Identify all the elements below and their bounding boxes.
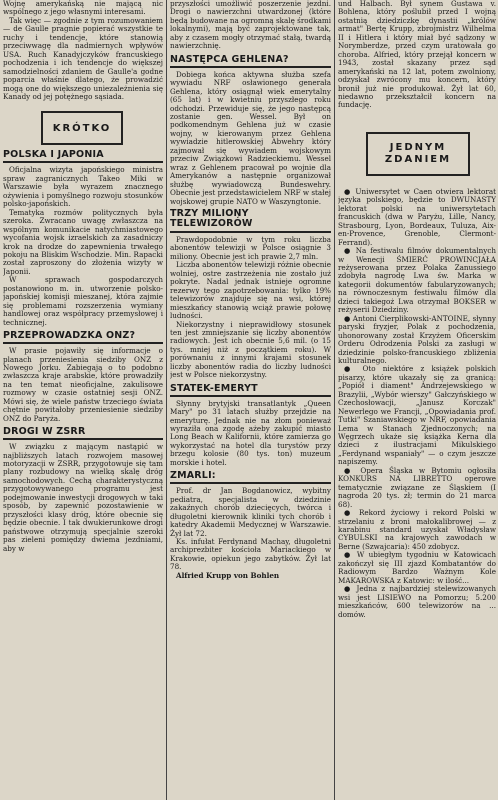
article-paragraph: Oficjalna wizyta japońskiego ministra spraw zagranicznych Takeo Miki w Warszawie była wyrazem znacznego ożywienia i pomyślnego rozwoju stosunków polsko-japońskich. <box>3 165 163 209</box>
article-paragraph: przyszłości umożliwić poszerzenie jezdni. Drogi o nawierzchni utwardzonej (które będą budowane na ogromną skalę środkami lokalnymi), mają być zaprojektowane tak, aby z czasem mogły otrzymać stałą, twardą nawierzchnię. <box>170 0 331 51</box>
headline-polska-japonia: POLSKA I JAPONIA <box>3 149 163 163</box>
headline-statek-emeryt: STATEK-EMERYT <box>170 383 331 397</box>
column-rule <box>334 0 335 800</box>
article-paragraph: Alfried Krupp von Bohlen <box>176 570 280 580</box>
headline-drogi-zsrr: DROGI W ZSRR <box>3 426 163 440</box>
section-title: KRÓTKO <box>52 122 112 134</box>
headline-line: TRZY MILIONY <box>170 207 249 219</box>
news-item: ● Oto niektóre z książek polskich pisarzy, które ukazały się za granicą: „Popiół i diament" Andrzejewskiego w Brazylii, „Wybór wierszy" Gałczyńskiego w Czechosłowacji, „Janusz Korczak" Newerlego we Francji, „Opowiadania prof. Tutki" Szaniawskiego w NRF, opowiadania Lema w Stanach Zjednoczonych; na Węgrzech ukaże się książka Kerna dla dzieci z ilustracjami Mikulskiego „Ferdynand wspaniały" — o czym jeszcze napiszemy. <box>338 364 496 467</box>
section-title-line: JEDNYM <box>389 141 447 153</box>
news-item: ● Rekord życiowy i rekord Polski w strzelaniu z broni małokalibrowej — z karabinu standard uzyskał Władysław CYBULSKI na krajowych zawodach w Berne (Szwajcaria): 450 zdobycz. <box>338 508 496 551</box>
headline-trzy-miliony <box>170 209 331 233</box>
article-paragraph: Dobiega końca aktywna służba szefa wywiadu NRF osławionego generała Gehlena, który osiągnął wiek emerytalny (65 lat) i w kwietniu przyszłego roku odchodzi. Przewiduje się, że jego następcą zostanie gen. Wessel. Był on podkomendnym Gehlena już w czasie wojny, w kierowanym przez Gehlena wywiadzie hitlerowskiej Abwehry który zajmował się wywiadem wojskowym przeciw Związkowi Radzieckiemu. Wessel wraz z Gehlenem pracował po wojnie dla Amerykanów a następnie organizował służbę wywiadowczą Bundeswehry. Obecnie jest przedstawicielem NRF w stałej wojskowej grupie NATO w Waszyngtonie. <box>170 69 331 206</box>
article-paragraph: W prasie pojawiły się informacje o planach przeniesienia siedziby ONZ z Nowego Jorku. Zabiegają o to podobno zwłaszcza kraje arabskie, które prowadziły na ten temat nieoficjalne, zakulisowe rozmowy w czasie ostatniej sesji ONZ. Mówi się, że wiele państw trzeciego świata chętnie powitałoby przeniesienie siedziby ONZ do Paryża. <box>3 346 163 423</box>
section-box-krotko <box>41 111 123 145</box>
article-paragraph: Prof. dr Jan Bogdanowicz, wybitny pediatra, specjalista w dziedzinie zakaźnych chorób dziecięcych, twórca i długoletni kierownik kliniki tych chorób i katedry Akademii Medycznej w Warszawie. Żył lat 72. <box>170 486 331 538</box>
section-box-jednym-zdaniem <box>366 132 470 176</box>
headline-przeprowadzka-onz: PRZEPROWADZKA ONZ? <box>3 330 163 344</box>
headline-zmarli: ZMARLI: <box>170 470 331 484</box>
article-paragraph: Prawdopodobnie w tym roku liczba abonentów telewizji w Polsce osiągnie 3 miliony. Obecnie jest ich prawie 2,7 mln. <box>170 234 331 261</box>
column-rule <box>166 0 167 800</box>
article-paragraph: und Halbach. Był synem Gustawa v. Bohlena, który poślubił przed I wojną ostatnią dziedziczkę dynastii „królów armat" Bertę Krupp, zbrojmistrz Wilhelma II i Hitlera i który miał być sądzony w Norymberdze, przed czym uratowała go choroba. Alfried, który przejął koncern w 1943, został skazany przez sąd amerykański na 12 lat, potem zwolniony, odzyskał zwrócony mu koncern, który bronił już nie produkował. Żył lat 60, niedawno przekształcił koncern na fundację. <box>338 0 496 110</box>
news-item: ● Uniwersytet w Caen otwiera lektorat języka polskiego, będzie to DWUNASTY lektorat polski na uniwersytetach francuskich (dwa w Paryżu, Lille, Nancy, Strasbourg, Lyon, Bordeaux, Tuluza, Aix-en-Provence, Grenoble, Clermont-Ferrand). <box>338 186 496 247</box>
article-paragraph: Wojnę amerykańską nie mającą nic wspólnego z jego własnymi interesami. <box>3 0 163 17</box>
article-paragraph: W związku z mającym nastąpić w najbliższych latach rozwojem masowej motoryzacji w ZSRR, przygotowuje się tam plany rozbudowy na wielką skalę dróg samochodowych. Cechą charakterystyczną przygotowywanego programu jest podejmowanie inwestycji drogowych w taki sposób, by zapewnić pozostawienie w przyszłości klasy dróg, które obecnie się będzie obecnie. I tak dwukierunkowe drogi państwowe otrzymują specjalnie szeroki pas zieleni pomiędzy dwiema jezdniami, aby w <box>3 442 163 553</box>
news-item: ● W ubiegłym tygodniu w Katowicach zakończył się III zjazd Kombatantów do Radiowym Bardzo Ważnym Kole MAKAROWSKA z Katowic: w ilość... <box>338 550 496 585</box>
headline-line: TELEWIZORÓW <box>170 218 253 230</box>
article-paragraph: Słynny brytyjski transatlantyk „Queen Mary" po 31 latach służby przejdzie na emeryturę. Jednak nie na złom ponieważ wyraziła ona zgodę ażeby zakupić miasto Long Beach w Kalifornii, które zamierza go wykorzystać na hotel dla turystów przy brzegu kolosie (80 tys. ton) muzeum morskie i hotel. <box>170 398 331 467</box>
column-left <box>3 0 163 800</box>
column-middle <box>170 0 331 800</box>
headline-nastepca-gehlena: NASTĘPCA GEHLENA? <box>170 54 331 68</box>
article-paragraph: Niekorzystny i nieprawidłowy stosunek ten jest zmniejszanie się liczby abonentów radiowych. Jest ich obecnie 5,6 mil. (o 15 tys. mniej niż z początkiem roku). W porównaniu z innymi krajami stosunek liczby abonentów radia do liczby ludności jest w Polsce niekorzystny. <box>170 319 331 380</box>
news-item: ● Jedna z najbardziej stelewizowanych wsi jest LISIEWO na Pomorzu; 5.200 mieszkańców, 600 telewizorów na ... domów. <box>338 584 496 619</box>
news-item: ● Antoni Cierplikowski-ANTOINE, słynny paryski fryzjer, Polak z pochodzenia, uhonorowany został Krzyżem Oficerskim Orderu Odrodzenia Polski za zasługi w dziedzinie polsko-francuskiego zbliżenia kulturalnego. <box>338 313 496 365</box>
news-item: ● Na festiwalu filmów dokumentalnych w Wenecji ŚMIERĆ PROWINCJAŁA reżyserowana przez Polaka Zanussiego zdobyła nagrodę Lwa św. Marka w kategorii dokumentów fabularyzowanych; na równoczesnym festiwalu filmów dla dzieci takiegoż Lwa otrzymał BOKSER w reżyserii Dziedziny. <box>338 246 496 315</box>
article-paragraph: W sprawach gospodarczych postanowiono m. in. utworzenie polsko-japońskiej komisji mieszanej, która zajmie się problemami rozszerzenia wymiany handlowej oraz współpracy przemysłowej i technicznej. <box>3 275 163 327</box>
news-item: ● Opera Śląska w Bytomiu ogłosiła KONKURS NA LIBRETTO operowe tematycznie związane ze Śląskiem (I nagroda 20 tys. zł; termin do 21 marca 68). <box>338 465 496 509</box>
article-paragraph: Tematyka rozmów politycznych była szeroka. Zwracano uwagę zwłaszcza na wspólnym komunikacie natychmiastowego wycofania wojsk izraelskich za zasadniczy krok na drodze do zapewnienia trwałego pokoju na Bliskim Wschodzie. Min. Rapacki został zaproszony do złożenia wizyty w Japonii. <box>3 207 163 276</box>
section-title-line: ZDANIEM <box>384 153 452 165</box>
column-right <box>338 0 496 800</box>
article-paragraph: Tak więc — zgodnie z tym rozumowaniem — de Gaulle pragnie popierać wszystkie te ruchy i tendencje, które stanowią przeciwwagę dla nadmiernych wpływów USA. Ruch Kanadyjczyków francuskiego pochodzenia i ich tendencje do większej samodzielności zdaniem de Gaulle'a godne poparcia właśnie dlatego, że prowadzić mogą one do większego uniezależnienia się Kanady od jej potężnego sąsiada. <box>3 15 163 101</box>
article-paragraph: Liczba abonentów telewizji różnie obecnie wolniej, ostre zastrzeżenia nie zostało już pokryte. Nadal jednak istnieje ogromne rezerwy tego zapotrzebowania: tylko 19% telewizorów znajduje się na wsi, której mieszkańcy stanowią wciąż prawie połowę ludności. <box>170 260 331 321</box>
article-paragraph: Ks. infułat Ferdynand Machay, długoletni archiprezbiter kościoła Mariackiego w Krakowie, opiekun jego zabytków. Żył lat 78. <box>170 537 331 572</box>
